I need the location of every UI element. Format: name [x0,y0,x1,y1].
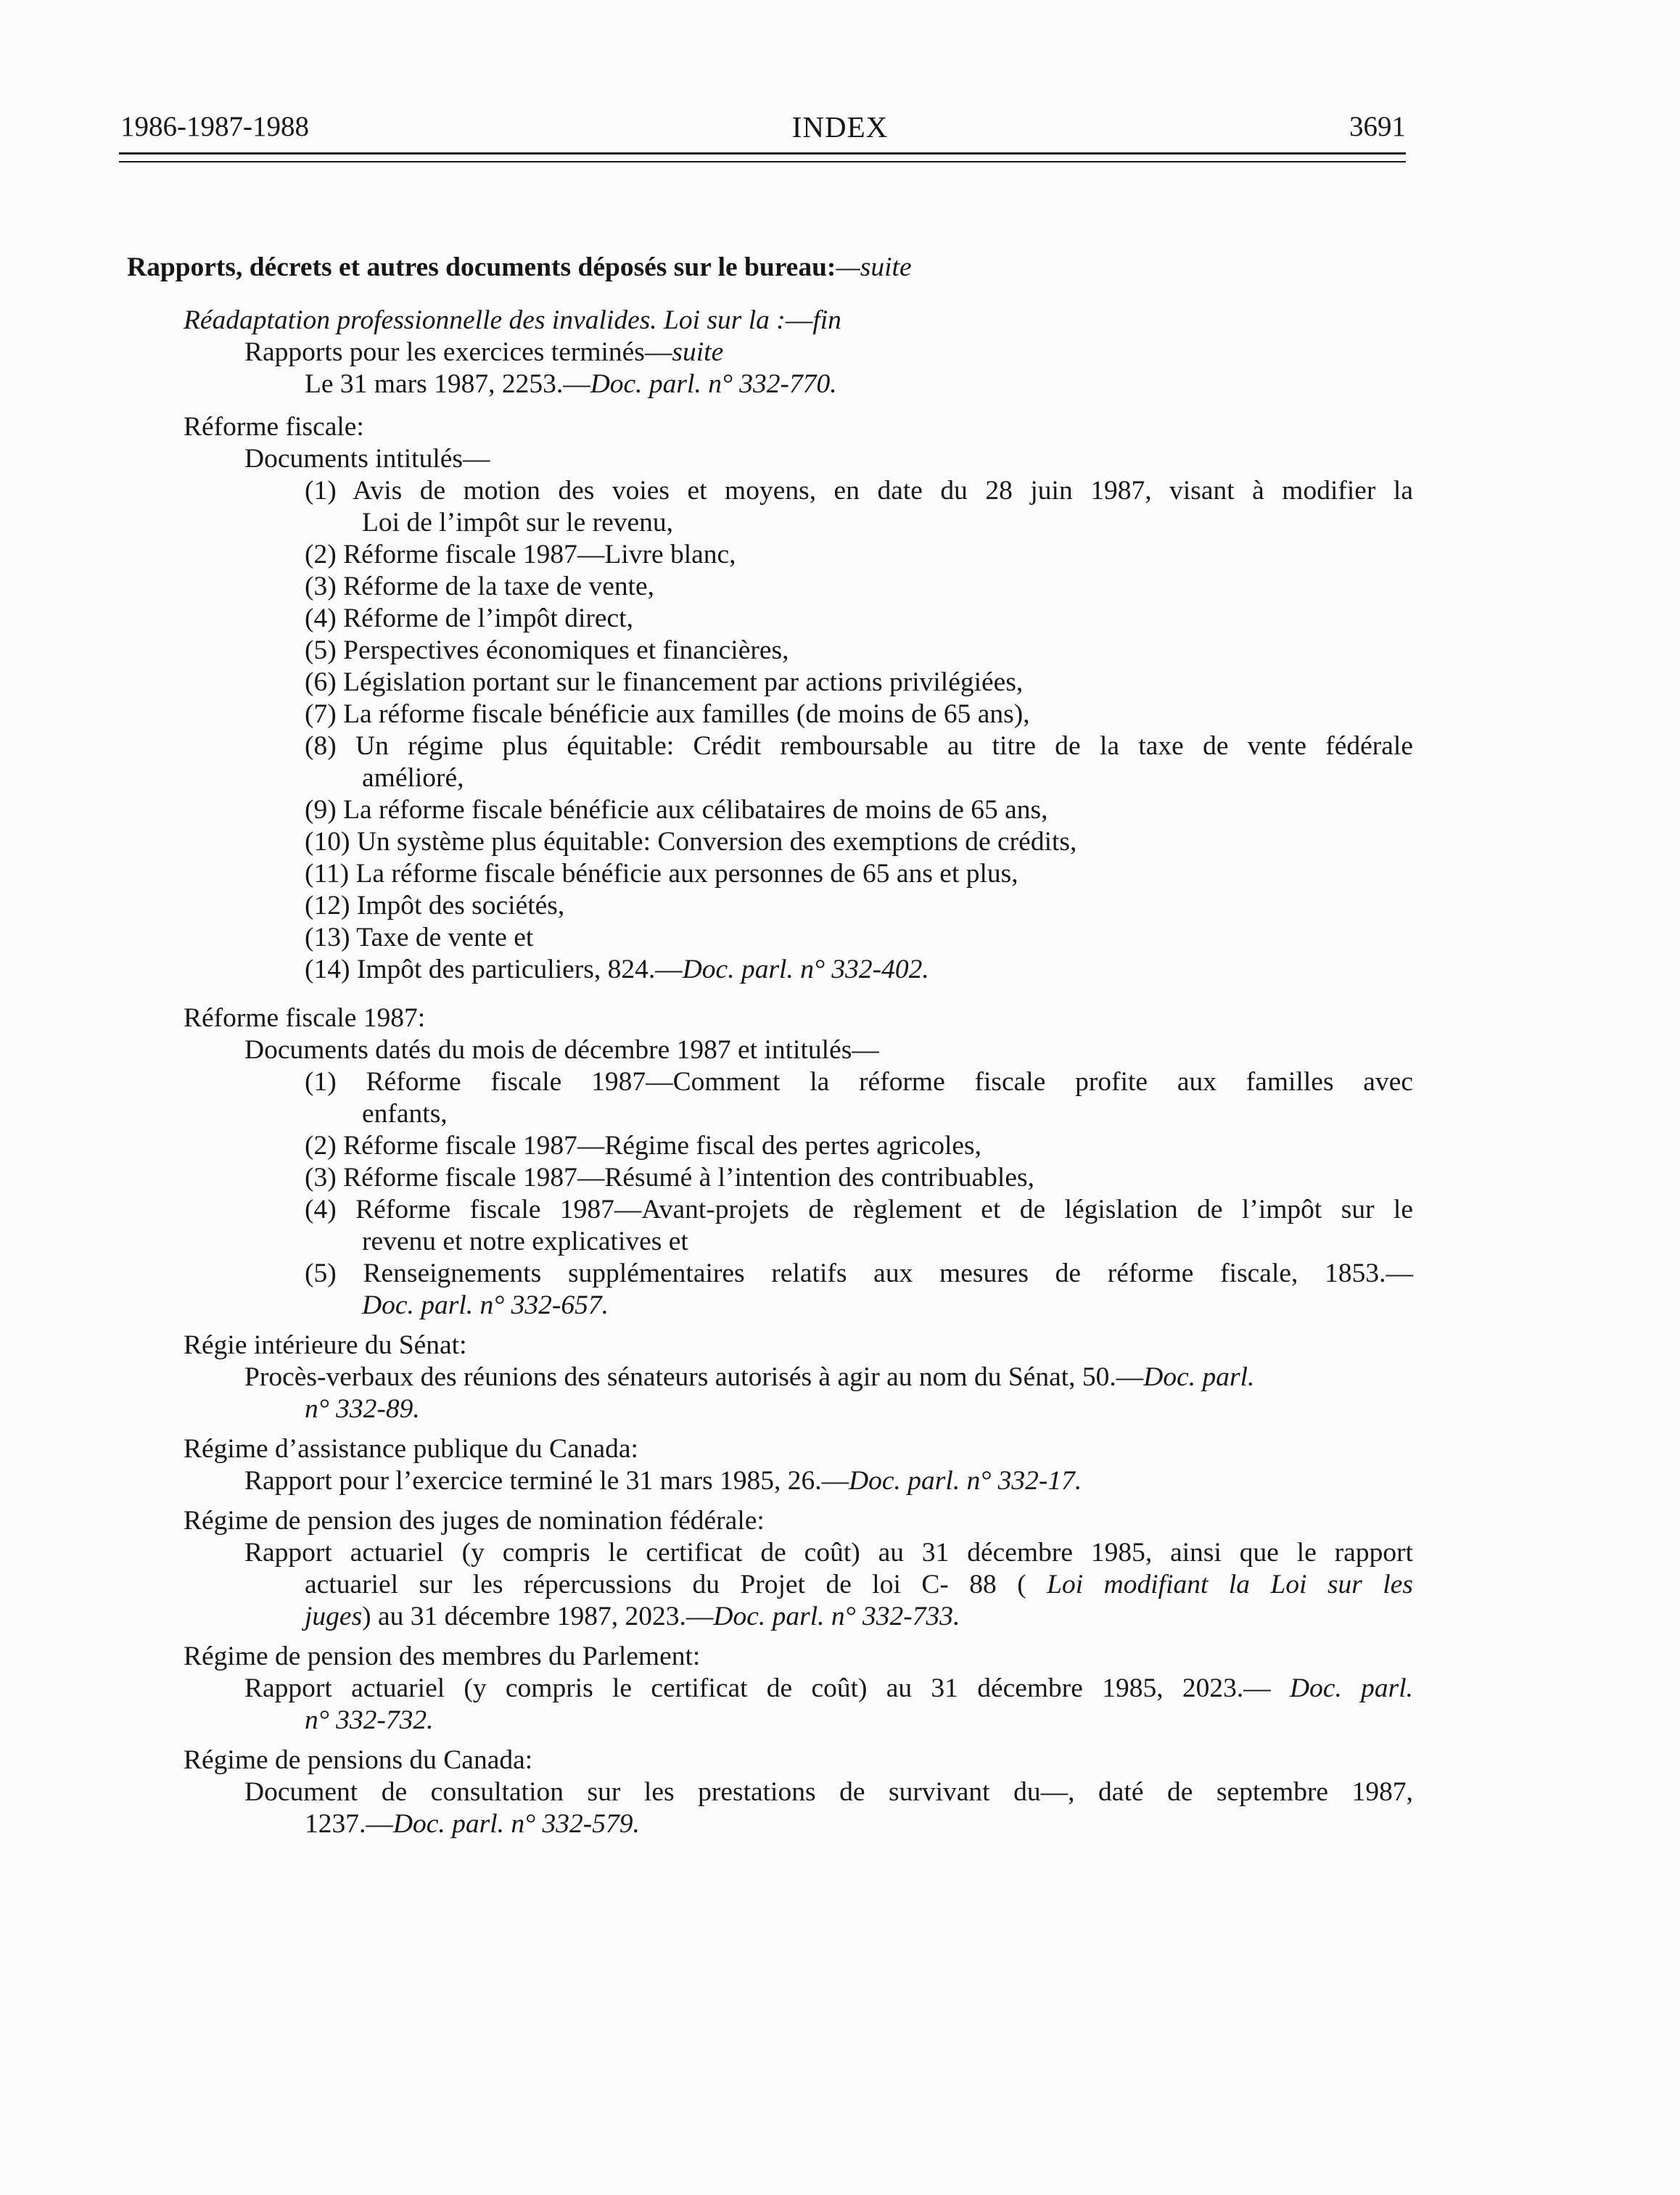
sub-entry-cont: actuariel sur les répercussions du Projet de loi C- 88 ( Loi modifiant la Loi sur les [305,1570,1413,1599]
list-item-cont: amélioré, [362,763,464,793]
list-item: (2) Réforme fiscale 1987—Livre blanc, [305,540,736,569]
sub-entry: Rapport actuariel (y compris le certificat de coût) au 31 décembre 1985, 2023.— Doc. parl. [244,1673,1413,1703]
list-item: (1) Réforme fiscale 1987—Comment la réforme fiscale profite aux familles avec [305,1067,1413,1097]
list-item: (4) Réforme fiscale 1987—Avant-projets de règlement et de législation de l’impôt sur le [305,1195,1413,1224]
list-item: (8) Un régime plus équitable: Crédit remboursable au titre de la taxe de vente fédérale [305,731,1413,761]
list-item: (5) Renseignements supplémentaires relatifs aux mesures de réforme fiscale, 1853.— [305,1259,1413,1288]
list-item-cont: revenu et notre explicatives et [362,1227,688,1256]
sub-entry-cont: n° 332-732. [305,1705,434,1735]
list-item-cont: enfants, [362,1099,448,1129]
list-item: (2) Réforme fiscale 1987—Régime fiscal des pertes agricoles, [305,1131,981,1161]
list-item: (1) Avis de motion des voies et moyens, en date du 28 juin 1987, visant à modifier la [305,476,1413,506]
list-item-cont: Doc. parl. n° 332-657. [362,1290,609,1320]
header-rule-top [119,152,1406,155]
list-item: (4) Réforme de l’impôt direct, [305,604,633,633]
page-number: 3691 [1349,111,1406,142]
list-item: (12) Impôt des sociétés, [305,891,565,921]
list-item: (11) La réforme fiscale bénéficie aux personnes de 65 ans et plus, [305,859,1018,889]
section-heading: Rapports, décrets et autres documents déposés sur le bureau:—suite [127,252,912,282]
entry-heading: Régie intérieure du Sénat: [184,1330,467,1360]
sub-entry: Document de consultation sur les prestations de survivant du—, daté de septembre 1987, [244,1777,1413,1807]
sub-entry-cont: 1237.—Doc. parl. n° 332-579. [305,1809,640,1839]
list-item: (5) Perspectives économiques et financières, [305,635,789,665]
entry-heading: Réforme fiscale 1987: [184,1003,426,1033]
sub-entry-cont: n° 332-89. [305,1394,420,1424]
sub-entry: Procès-verbaux des réunions des sénateurs autorisés à agir au nom du Sénat, 50.—Doc. parl. [244,1362,1255,1392]
sub-entry: Documents intitulés— [244,444,490,474]
entry-heading: Régime de pensions du Canada: [184,1745,533,1775]
header-rule-bottom [119,161,1406,162]
sub-entry-cont: juges) au 31 décembre 1987, 2023.—Doc. parl. n° 332-733. [305,1602,960,1631]
entry-heading: Régime d’assistance publique du Canada: [184,1434,638,1464]
list-item: (3) Réforme fiscale 1987—Résumé à l’intention des contribuables, [305,1163,1034,1193]
sub-sub-entry: Le 31 mars 1987, 2253.—Doc. parl. n° 332-770. [305,369,837,399]
sub-entry: Rapport pour l’exercice terminé le 31 mars 1985, 26.—Doc. parl. n° 332-17. [244,1466,1082,1496]
entry-heading: Réforme fiscale: [184,412,364,442]
header-years: 1986-1987-1988 [120,111,309,142]
sub-entry: Documents datés du mois de décembre 1987 et intitulés— [244,1035,879,1065]
list-item: (13) Taxe de vente et [305,923,534,952]
list-item: (6) Législation portant sur le financement par actions privilégiées, [305,667,1024,697]
list-item-cont: Loi de l’impôt sur le revenu, [362,508,674,538]
sub-entry: Rapport actuariel (y compris le certificat de coût) au 31 décembre 1985, ainsi que le rapport [244,1538,1413,1568]
list-item: (10) Un système plus équitable: Conversion des exemptions de crédits, [305,827,1077,857]
entry-heading: Réadaptation professionnelle des invalides. Loi sur la :—fin [184,305,841,335]
list-item: (7) La réforme fiscale bénéficie aux familles (de moins de 65 ans), [305,699,1030,729]
entry-heading: Régime de pension des membres du Parlement: [184,1642,701,1671]
sub-entry: Rapports pour les exercices terminés—suite [244,337,724,367]
list-item: (3) Réforme de la taxe de vente, [305,572,655,601]
header-title: INDEX [791,110,889,144]
list-item: (14) Impôt des particuliers, 824.—Doc. parl. n° 332-402. [305,955,929,984]
entry-heading: Régime de pension des juges de nomination fédérale: [184,1506,765,1536]
list-item: (9) La réforme fiscale bénéficie aux célibataires de moins de 65 ans, [305,795,1048,825]
